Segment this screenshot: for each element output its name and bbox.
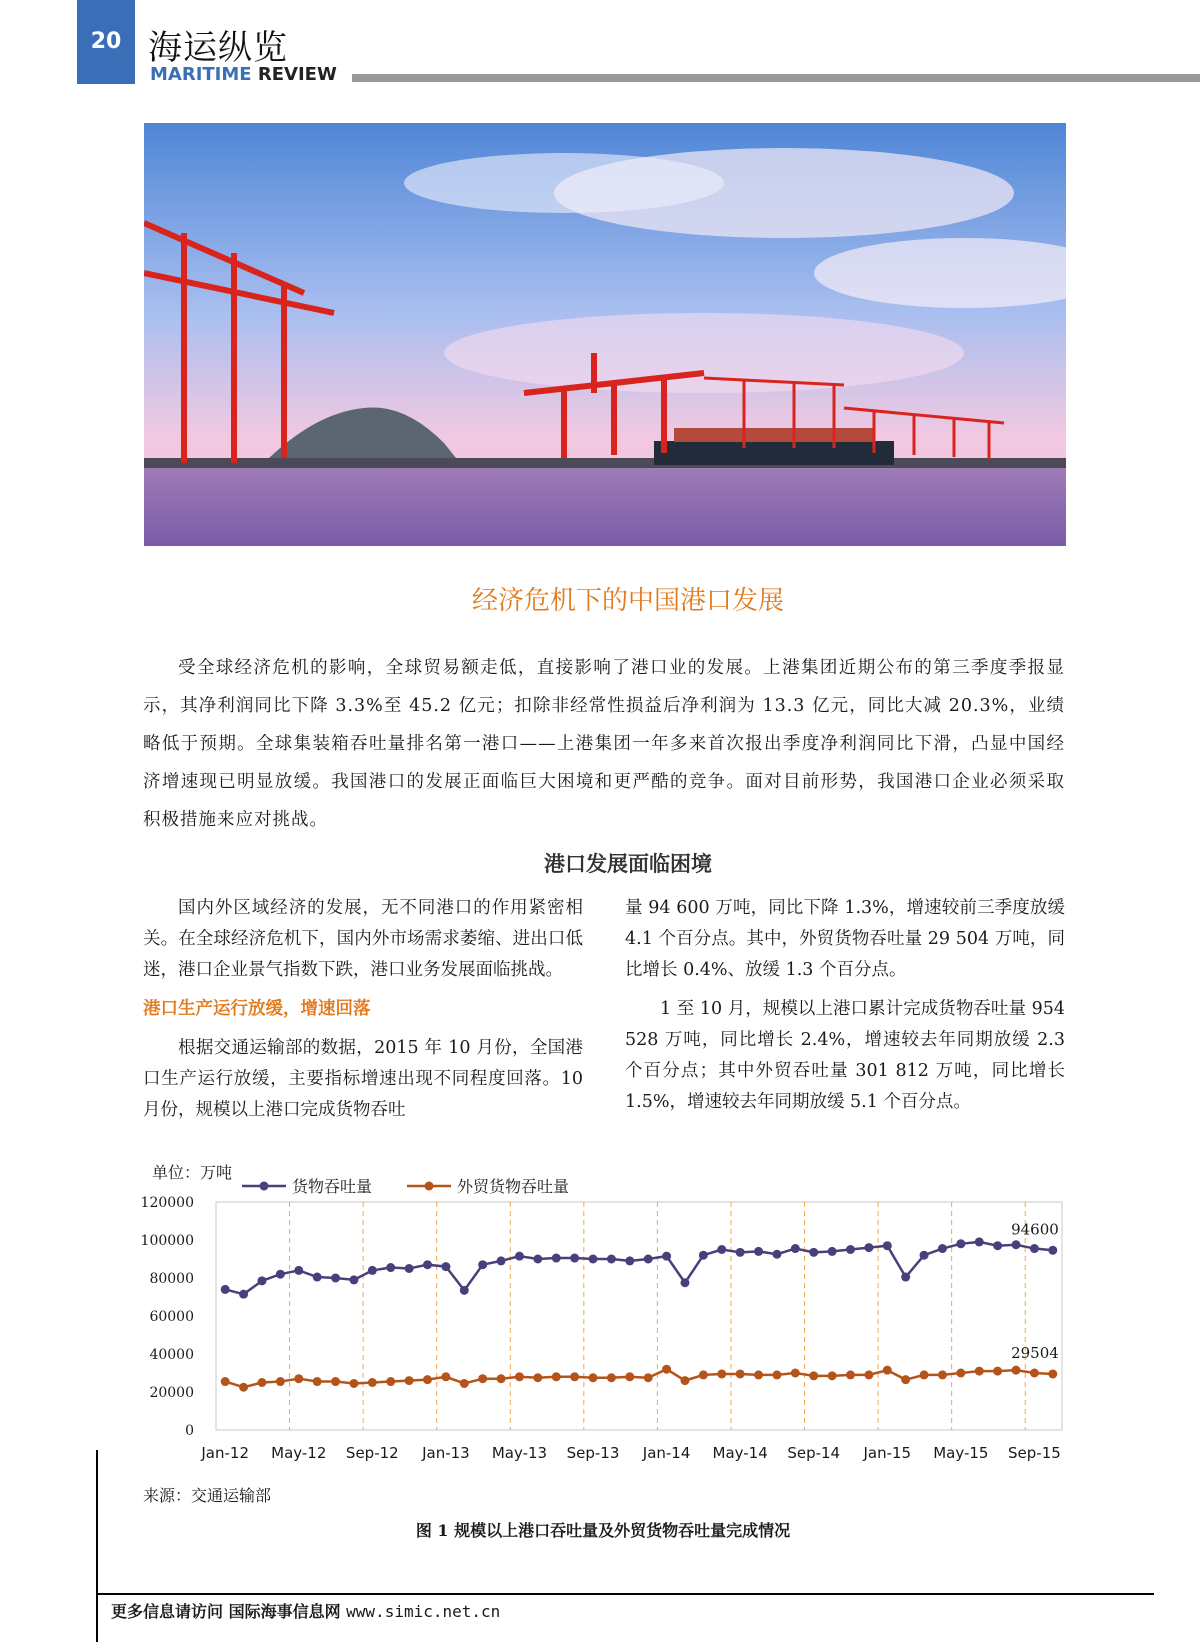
data-point [975, 1367, 984, 1376]
intro-paragraph: 受全球经济危机的影响，全球贸易额走低，直接影响了港口业的发展。上港集团近期公布的第三季度季报显示，其净利润同比下降 3.3%至 45.2 亿元；扣除非经常性损益后净利润为 13.3 亿元，同比大减 20.3%，业绩略低于预期。全球集装箱吞吐量排名第一港口——上港集团一年多来首次报出季度净利润同比下滑，凸显中国经济增速现已明显放缓。我国港口的发展正面临巨大困境和更严酷的竞争。面对目前形势，我国港口企业必须采取积极措施来应对挑战。 [143, 658, 1065, 830]
data-point [864, 1370, 873, 1379]
data-point [901, 1375, 910, 1384]
data-point [221, 1377, 230, 1386]
data-point [920, 1251, 929, 1260]
data-point [497, 1374, 506, 1383]
figure-source: 来源：交通运输部 [143, 1486, 272, 1505]
page-number: 20 [77, 0, 135, 84]
data-point [1030, 1369, 1039, 1378]
x-tick-label: Jan-13 [422, 1444, 470, 1462]
data-point [736, 1248, 745, 1257]
data-point [736, 1369, 745, 1378]
x-tick-label: Sep-12 [345, 1444, 399, 1462]
data-point [938, 1244, 947, 1253]
data-point [680, 1278, 689, 1287]
data-point [1048, 1246, 1057, 1255]
x-tick-label: Sep-13 [566, 1444, 620, 1462]
x-tick-label: Jan-15 [863, 1444, 912, 1462]
x-tick-label: Jan-14 [642, 1444, 691, 1462]
data-point [883, 1366, 892, 1375]
x-tick-label: May-12 [271, 1444, 327, 1462]
data-point [993, 1241, 1002, 1250]
x-tick-label: Sep-14 [787, 1444, 841, 1462]
data-point [552, 1254, 561, 1263]
data-point [791, 1244, 800, 1253]
data-point [607, 1373, 616, 1382]
data-point [828, 1371, 837, 1380]
series-line-0 [225, 1242, 1053, 1294]
data-point [772, 1250, 781, 1259]
data-point [754, 1370, 763, 1379]
data-point [956, 1369, 965, 1378]
section-heading: 港口发展面临困境 [544, 852, 712, 876]
data-point [791, 1369, 800, 1378]
magazine-title-en-part1: MARITIME [150, 64, 258, 85]
data-point [552, 1372, 561, 1381]
y-tick-label: 100000 [140, 1233, 194, 1249]
data-point [441, 1372, 450, 1381]
data-point [441, 1262, 450, 1271]
data-point [625, 1256, 634, 1265]
data-point [276, 1270, 285, 1279]
chart-unit-label: 单位：万吨 [152, 1163, 233, 1182]
legend-marker-0 [260, 1182, 269, 1191]
data-point [1048, 1369, 1057, 1378]
data-point [221, 1285, 230, 1294]
data-point [846, 1370, 855, 1379]
chart-plot-frame [216, 1202, 1062, 1430]
magazine-title-en [150, 64, 337, 85]
x-tick-label: Jan-12 [201, 1444, 250, 1462]
data-point [883, 1241, 892, 1250]
data-point [313, 1273, 322, 1282]
series-line-1 [225, 1369, 1053, 1387]
x-tick-label: May-14 [712, 1444, 768, 1462]
data-point [497, 1256, 506, 1265]
footer-url[interactable]: www.simic.net.cn [346, 1602, 501, 1621]
data-point [423, 1375, 432, 1384]
data-point [828, 1247, 837, 1256]
data-point [699, 1370, 708, 1379]
y-tick-label: 60000 [149, 1309, 194, 1325]
data-point [331, 1274, 340, 1283]
data-point [276, 1377, 285, 1386]
data-point [864, 1243, 873, 1252]
data-point [349, 1379, 358, 1388]
legend-marker-1 [425, 1182, 434, 1191]
data-point [717, 1369, 726, 1378]
data-point [662, 1252, 671, 1261]
left-column [143, 893, 583, 1126]
article-title: 经济危机下的中国港口发展 [471, 586, 784, 616]
data-point [460, 1286, 469, 1295]
data-point [460, 1379, 469, 1388]
data-point [294, 1374, 303, 1383]
footer-rule [96, 1593, 1154, 1595]
page-footer [111, 1599, 500, 1622]
figure-caption: 图 1 规模以上港口吞吐量及外贸货物吞吐量完成情况 [415, 1521, 791, 1540]
end-value-annotation: 29504 [1011, 1343, 1059, 1362]
y-tick-label: 0 [185, 1423, 194, 1439]
port-illustration [144, 123, 1066, 546]
data-point [423, 1260, 432, 1269]
throughput-chart [130, 1155, 1070, 1465]
data-point [1012, 1366, 1021, 1375]
data-point [938, 1370, 947, 1379]
data-point [533, 1373, 542, 1382]
data-point [680, 1376, 689, 1385]
right-paragraph-1: 量 94 600 万吨，同比下降 1.3%，增速较前三季度放缓 4.1 个百分点。其中，外贸货物吞吐量 29 504 万吨，同比增长 0.4%、放缓 1.3 个百分点。 [625, 898, 1065, 980]
magazine-title-cn: 海运纵览 [148, 28, 288, 68]
data-point [920, 1370, 929, 1379]
data-point [405, 1264, 414, 1273]
data-point [717, 1245, 726, 1254]
data-point [809, 1371, 818, 1380]
left-rule [96, 1450, 98, 1642]
data-point [239, 1383, 248, 1392]
data-point [644, 1373, 653, 1382]
data-point [589, 1255, 598, 1264]
chart-svg [130, 1155, 1070, 1465]
data-point [1030, 1244, 1039, 1253]
left-paragraph-1: 国内外区域经济的发展，无不同港口的作用紧密相关。在全球经济危机下，国内外市场需求萎缩、进出口低迷，港口企业景气指数下跌，港口业务发展面临挑战。 [143, 898, 583, 980]
x-tick-label: May-13 [491, 1444, 548, 1462]
data-point [478, 1374, 487, 1383]
y-tick-label: 120000 [140, 1195, 194, 1211]
subheading: 港口生产运行放缓，增速回落 [143, 999, 371, 1019]
data-point [662, 1365, 671, 1374]
footer-text: 更多信息请访问 国际海事信息网 [111, 1602, 347, 1621]
data-point [368, 1378, 377, 1387]
data-point [331, 1377, 340, 1386]
data-point [349, 1275, 358, 1284]
legend-label-0: 货物吞吐量 [292, 1177, 373, 1196]
data-point [368, 1266, 377, 1275]
data-point [699, 1251, 708, 1260]
header-rule [352, 74, 1200, 82]
data-point [772, 1370, 781, 1379]
data-point [1012, 1240, 1021, 1249]
x-tick-label: May-15 [933, 1444, 989, 1462]
data-point [313, 1377, 322, 1386]
data-point [257, 1378, 266, 1387]
data-point [975, 1237, 984, 1246]
right-paragraph-2: 1 至 10 月，规模以上港口累计完成货物吞吐量 954 528 万吨，同比增长 2.4%，增速较去年同期放缓 2.3 个百分点；其中外贸吞吐量 301 812 万吨，同比增长 1.5%，增速较去年同期放缓 5.1 个百分点。 [625, 999, 1065, 1112]
data-point [754, 1247, 763, 1256]
data-point [625, 1372, 634, 1381]
data-point [515, 1372, 524, 1381]
y-tick-label: 40000 [149, 1347, 194, 1363]
data-point [570, 1254, 579, 1263]
page-header [0, 0, 1200, 90]
data-point [570, 1372, 579, 1381]
y-tick-label: 20000 [149, 1385, 194, 1401]
y-tick-label: 80000 [149, 1271, 194, 1287]
data-point [607, 1255, 616, 1264]
port-photo [144, 123, 1066, 546]
data-point [239, 1290, 248, 1299]
data-point [846, 1245, 855, 1254]
data-point [993, 1367, 1002, 1376]
x-tick-label: Sep-15 [1008, 1444, 1061, 1462]
data-point [405, 1376, 414, 1385]
data-point [386, 1263, 395, 1272]
data-point [901, 1273, 910, 1282]
end-value-annotation: 94600 [1011, 1220, 1059, 1239]
data-point [257, 1276, 266, 1285]
data-point [589, 1373, 598, 1382]
left-paragraph-2: 根据交通运输部的数据，2015 年 10 月份，全国港口生产运行放缓，主要指标增速出现不同程度回落。10 月份，规模以上港口完成货物吞吐 [143, 1038, 583, 1120]
data-point [533, 1255, 542, 1264]
data-point [386, 1377, 395, 1386]
data-point [956, 1239, 965, 1248]
data-point [515, 1252, 524, 1261]
right-column [625, 893, 1065, 1118]
data-point [294, 1266, 303, 1275]
data-point [809, 1248, 818, 1257]
legend-label-1: 外贸货物吞吐量 [457, 1177, 570, 1196]
data-point [478, 1260, 487, 1269]
data-point [644, 1255, 653, 1264]
magazine-title-en-part2: REVIEW [257, 64, 337, 85]
